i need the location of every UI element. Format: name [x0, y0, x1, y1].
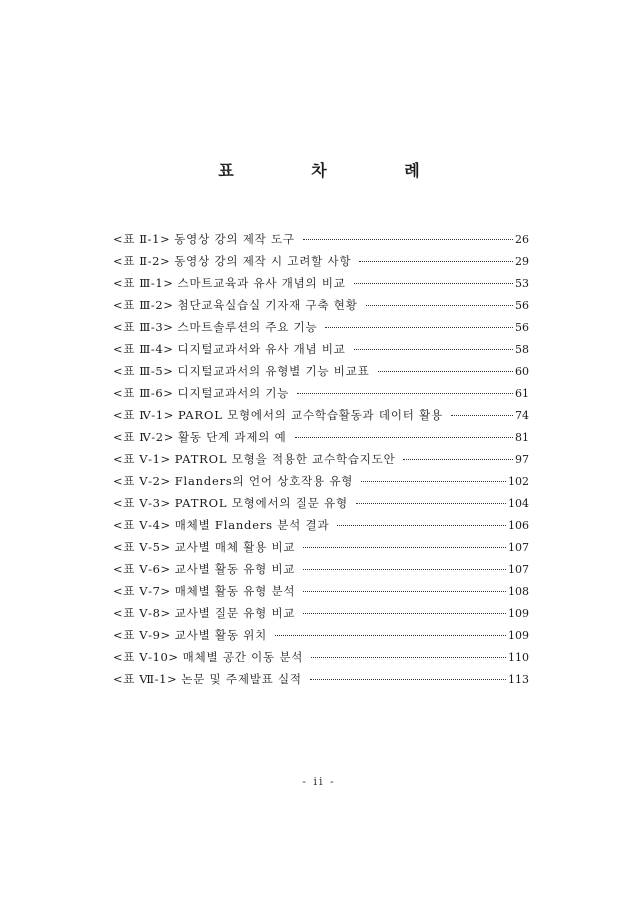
- dot-leader: [325, 327, 513, 328]
- toc-entry-page-number: 97: [515, 453, 529, 466]
- toc-entry-page-number: 109: [508, 629, 529, 642]
- toc-entry[interactable]: [113, 671, 529, 693]
- toc-entry-page-number: 26: [515, 233, 529, 246]
- toc-entry[interactable]: [113, 539, 529, 561]
- dot-leader: [451, 415, 513, 416]
- toc-entry-title: PATROL 모형을 적용한 교수학습지도안: [174, 452, 396, 466]
- toc-entry[interactable]: [113, 341, 529, 363]
- toc-entry-label: <표 Ⅴ-1>: [113, 452, 171, 466]
- toc-entry-title: 매체별 Flanders 분석 결과: [174, 518, 330, 532]
- toc-entry-page-number: 107: [508, 563, 529, 576]
- toc-entry-title: 교사별 활동 위치: [174, 628, 268, 642]
- toc-entry[interactable]: [113, 297, 529, 319]
- toc-entry-title: PATROL 모형에서의 질문 유형: [174, 496, 348, 510]
- toc-entry[interactable]: [113, 649, 529, 671]
- dot-leader: [378, 371, 513, 372]
- toc-entry-label: <표 Ⅴ-4>: [113, 518, 171, 532]
- toc-entry-label: <표 Ⅴ-10>: [113, 650, 179, 664]
- toc-entry[interactable]: [113, 385, 529, 407]
- dot-leader: [303, 547, 506, 548]
- dot-leader: [337, 525, 506, 526]
- toc-entry-page-number: 53: [515, 277, 529, 290]
- toc-entry[interactable]: [113, 605, 529, 627]
- toc-entry[interactable]: [113, 407, 529, 429]
- toc-entry[interactable]: [113, 319, 529, 341]
- toc-entry-label: <표 Ⅴ-5>: [113, 540, 171, 554]
- page-title: 표 차 례: [218, 161, 456, 180]
- toc-entry[interactable]: [113, 451, 529, 473]
- toc-entry-title: PAROL 모형에서의 교수학습활동과 데이터 활용: [177, 408, 443, 422]
- toc-entry[interactable]: [113, 517, 529, 539]
- dot-leader: [275, 635, 506, 636]
- toc-entry-label: <표 Ⅱ-1>: [113, 232, 171, 246]
- toc-entry-page-number: 109: [508, 607, 529, 620]
- dot-leader: [303, 239, 513, 240]
- toc-entry-page-number: 110: [508, 651, 529, 664]
- toc-entry-page-number: 29: [515, 255, 529, 268]
- toc-entry-label: <표 Ⅶ-1>: [113, 672, 178, 686]
- toc-entry-title: 스마트솔루션의 주요 기능: [177, 320, 318, 334]
- toc-entry-label: <표 Ⅲ-4>: [113, 342, 174, 356]
- toc-entry-label: <표 Ⅴ-6>: [113, 562, 171, 576]
- toc-entry-label: <표 Ⅱ-2>: [113, 254, 171, 268]
- dot-leader: [303, 591, 506, 592]
- dot-leader: [359, 261, 513, 262]
- toc-entry-page-number: 104: [508, 497, 529, 510]
- toc-entry[interactable]: [113, 561, 529, 583]
- toc-entry-label: <표 Ⅴ-8>: [113, 606, 171, 620]
- dot-leader: [361, 481, 506, 482]
- toc-entry-label: <표 Ⅳ-1>: [113, 408, 174, 422]
- toc-entry-page-number: 108: [508, 585, 529, 598]
- dot-leader: [354, 349, 513, 350]
- dot-leader: [310, 679, 506, 680]
- toc-entry-title: 교사별 질문 유형 비교: [174, 606, 296, 620]
- toc-entry-label: <표 Ⅴ-9>: [113, 628, 171, 642]
- toc-entry-title: 교사별 활동 유형 비교: [174, 562, 296, 576]
- toc-entry-page-number: 60: [515, 365, 529, 378]
- toc-entry-page-number: 61: [515, 387, 529, 400]
- dot-leader: [295, 437, 513, 438]
- toc-entry-label: <표 Ⅴ-2>: [113, 474, 171, 488]
- toc-entry-title: 동영상 강의 제작 도구: [174, 232, 295, 246]
- dot-leader: [403, 459, 513, 460]
- toc-entry[interactable]: [113, 275, 529, 297]
- toc-entry-label: <표 Ⅲ-3>: [113, 320, 174, 334]
- dot-leader: [303, 569, 506, 570]
- toc-entry-title: 디지털교과서의 유형별 기능 비교표: [177, 364, 370, 378]
- dot-leader: [354, 283, 513, 284]
- toc-entry-title: 디지털교과서의 기능: [177, 386, 290, 400]
- toc-entry[interactable]: [113, 495, 529, 517]
- dot-leader: [366, 305, 513, 306]
- toc-entry-page-number: 102: [508, 475, 529, 488]
- toc-entry[interactable]: [113, 253, 529, 275]
- toc-entry-title: 활동 단계 과제의 예: [177, 430, 287, 444]
- toc-entry-page-number: 58: [515, 343, 529, 356]
- toc-entry-page-number: 107: [508, 541, 529, 554]
- toc-entry-label: <표 Ⅳ-2>: [113, 430, 174, 444]
- toc-entry-title: Flanders의 언어 상호작용 유형: [174, 474, 354, 488]
- toc-entry-title: 교사별 매체 활용 비교: [174, 540, 296, 554]
- toc-entry-title: 디지털교과서와 유사 개념 비교: [177, 342, 346, 356]
- toc-entry-label: <표 Ⅴ-3>: [113, 496, 171, 510]
- toc-entry[interactable]: [113, 231, 529, 253]
- toc-entry-label: <표 Ⅲ-6>: [113, 386, 174, 400]
- toc-entry-page-number: 56: [515, 299, 529, 312]
- toc-entry-page-number: 81: [515, 431, 529, 444]
- toc-entry[interactable]: [113, 363, 529, 385]
- toc-entry[interactable]: [113, 627, 529, 649]
- toc-entry-page-number: 113: [508, 673, 529, 686]
- toc-entry-title: 매체별 공간 이동 분석: [182, 650, 304, 664]
- dot-leader: [356, 503, 506, 504]
- toc-entry-label: <표 Ⅲ-5>: [113, 364, 174, 378]
- toc-entry-title: 논문 및 주제발표 실적: [181, 672, 302, 686]
- toc-entry-label: <표 Ⅲ-2>: [113, 298, 174, 312]
- toc-entry-title: 매체별 활동 유형 분석: [174, 584, 296, 598]
- toc-entry-label: <표 Ⅴ-7>: [113, 584, 171, 598]
- toc-entry-page-number: 56: [515, 321, 529, 334]
- toc-entry-title: 동영상 강의 제작 시 고려할 사항: [174, 254, 352, 268]
- toc-entry-label: <표 Ⅲ-1>: [113, 276, 174, 290]
- dot-leader: [297, 393, 513, 394]
- page-number: - ii -: [302, 775, 336, 788]
- toc-entry-page-number: 74: [515, 409, 529, 422]
- table-list: [113, 231, 529, 693]
- toc-entry-page-number: 106: [508, 519, 529, 532]
- toc-entry[interactable]: [113, 473, 529, 495]
- toc-entry[interactable]: [113, 583, 529, 605]
- toc-entry-title: 첨단교육실습실 기자재 구축 현황: [177, 298, 358, 312]
- dot-leader: [311, 657, 506, 658]
- toc-entry-title: 스마트교육과 유사 개념의 비교: [177, 276, 346, 290]
- toc-entry[interactable]: [113, 429, 529, 451]
- dot-leader: [303, 613, 506, 614]
